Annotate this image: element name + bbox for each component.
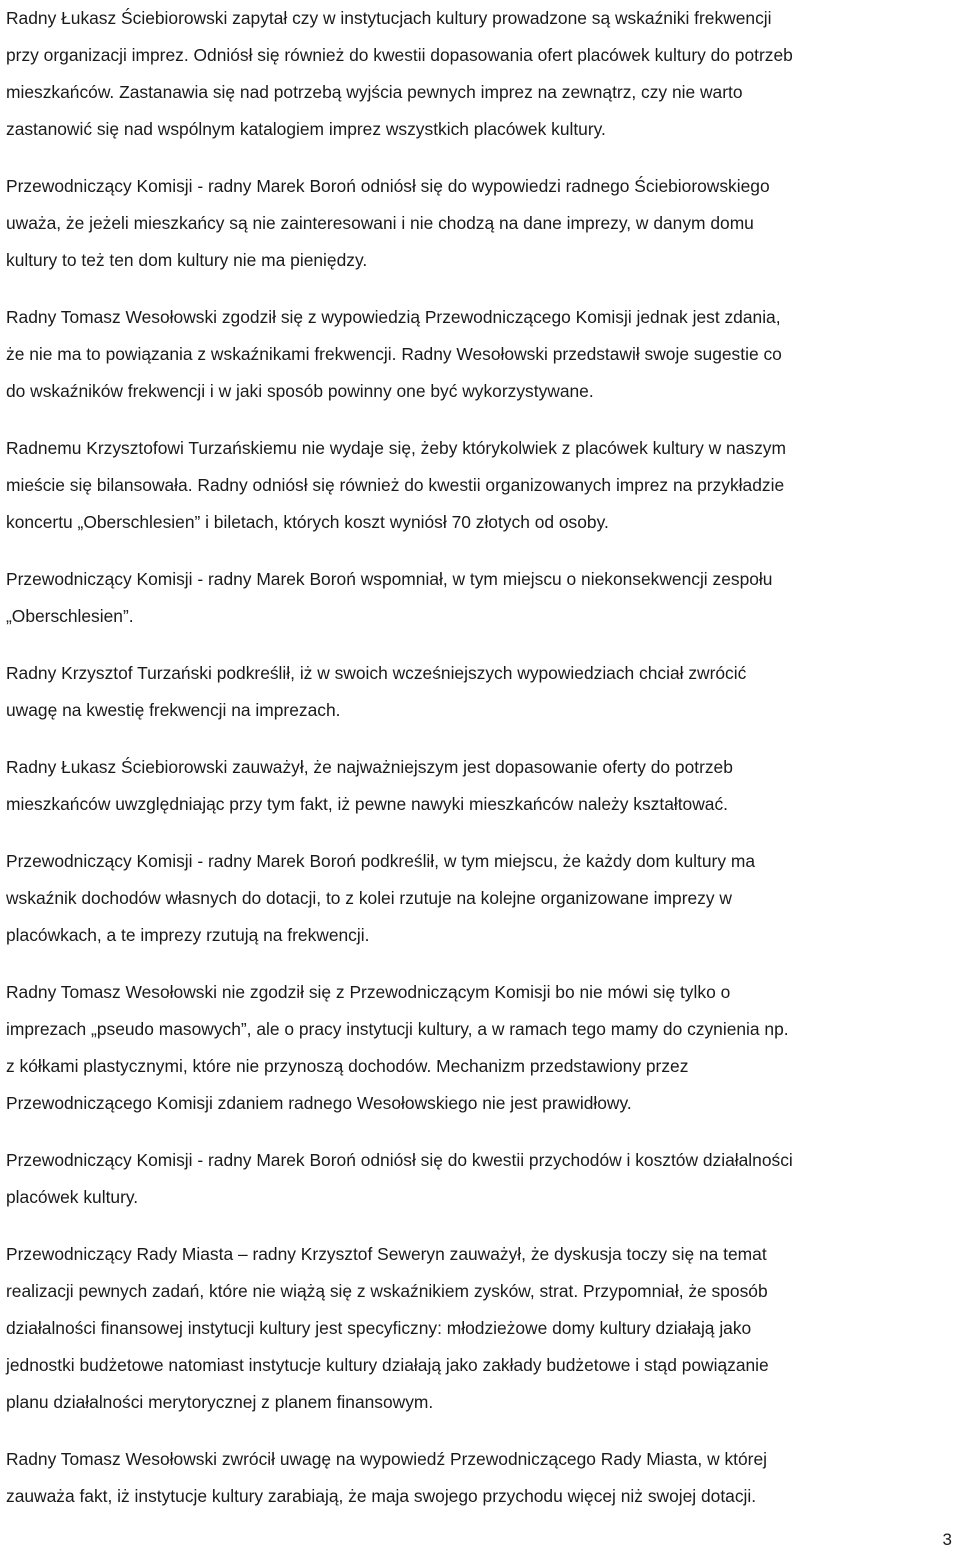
text-line: uważa, że jeżeli mieszkańcy są nie zainteresowani i nie chodzą na dane imprezy, w danym domu [6, 213, 754, 233]
paragraph [6, 655, 960, 729]
paragraph [6, 974, 960, 1122]
text-line: Przewodniczący Komisji - radny Marek Boroń podkreślił, w tym miejscu, że każdy dom kultury ma [6, 851, 756, 871]
text-line: imprezach „pseudo masowych”, ale o pracy instytucji kultury, a w ramach tego mamy do czynienia np. [6, 1019, 789, 1039]
text-line: planu działalności merytorycznej z planem finansowym. [6, 1392, 434, 1412]
paragraph [6, 749, 960, 823]
paragraph [6, 843, 960, 954]
text-line: Przewodniczący Rady Miasta – radny Krzysztof Seweryn zauważył, że dyskusja toczy się na temat [6, 1244, 767, 1264]
text-line: z kółkami plastycznymi, które nie przynoszą dochodów. Mechanizm przedstawiony przez [6, 1056, 689, 1076]
text-line: do wskaźników frekwencji i w jaki sposób powinny one być wykorzystywane. [6, 381, 594, 401]
text-line: Przewodniczący Komisji - radny Marek Boroń odniósł się do wypowiedzi radnego Ściebiorowskiego [6, 176, 770, 196]
paragraph [6, 1236, 960, 1421]
text-line: kultury to też ten dom kultury nie ma pieniędzy. [6, 250, 368, 270]
paragraph [6, 1142, 960, 1216]
paragraph [6, 561, 960, 635]
paragraph [6, 430, 960, 541]
text-line: zauważa fakt, iż instytucje kultury zarabiają, że maja swojego przychodu więcej niż swojej dotacji. [6, 1486, 757, 1506]
text-line: mieście się bilansowała. Radny odniósł się również do kwestii organizowanych imprez na przykładzie [6, 475, 785, 495]
text-line: Przewodniczącego Komisji zdaniem radnego Wesołowskiego nie jest prawidłowy. [6, 1093, 632, 1113]
text-line: Radny Łukasz Ściebiorowski zauważył, że najważniejszym jest dopasowanie oferty do potrzeb [6, 757, 733, 777]
text-line: uwagę na kwestię frekwencji na imprezach. [6, 700, 341, 720]
paragraph [6, 168, 960, 279]
text-line: Radny Tomasz Wesołowski zwrócił uwagę na wypowiedź Przewodniczącego Rady Miasta, w której [6, 1449, 768, 1469]
text-line: Przewodniczący Komisji - radny Marek Boroń odniósł się do kwestii przychodów i kosztów działalności [6, 1150, 793, 1170]
text-line: Radny Łukasz Ściebiorowski zapytał czy w instytucjach kultury prowadzone są wskaźniki frekwencji [6, 8, 772, 28]
text-line: mieszkańców. Zastanawia się nad potrzebą wyjścia pewnych imprez na zewnątrz, czy nie warto [6, 82, 743, 102]
document-page [6, 0, 960, 1515]
text-line: przy organizacji imprez. Odniósł się również do kwestii dopasowania ofert placówek kultury do potrzeb [6, 45, 793, 65]
page-number: 3 [942, 1530, 952, 1549]
text-line: Radnemu Krzysztofowi Turzańskiemu nie wydaje się, żeby którykolwiek z placówek kultury w naszym [6, 438, 786, 458]
text-line: wskaźnik dochodów własnych do dotacji, to z kolei rzutuje na kolejne organizowane imprezy w [6, 888, 732, 908]
text-line: jednostki budżetowe natomiast instytucje kultury działają jako zakłady budżetowe i stąd powiązanie [6, 1355, 769, 1375]
text-line: mieszkańców uwzględniając przy tym fakt, iż pewne nawyki mieszkańców należy kształtować. [6, 794, 728, 814]
text-line: placówek kultury. [6, 1187, 139, 1207]
text-line: działalności finansowej instytucji kultury jest specyficzny: młodzieżowe domy kultury działają jako [6, 1318, 752, 1338]
text-line: Radny Tomasz Wesołowski nie zgodził się z Przewodniczącym Komisji bo nie mówi się tylko o [6, 982, 731, 1002]
text-line: realizacji pewnych zadań, które nie wiążą się z wskaźnikiem zysków, strat. Przypomniał, że sposób [6, 1281, 768, 1301]
text-line: Radny Tomasz Wesołowski zgodził się z wypowiedzią Przewodniczącego Komisji jednak jest zdania, [6, 307, 781, 327]
paragraph [6, 0, 960, 148]
text-line: koncertu „Oberschlesien” i biletach, których koszt wyniósł 70 złotych od osoby. [6, 512, 609, 532]
text-line: placówkach, a te imprezy rzutują na frekwencji. [6, 925, 370, 945]
text-line: Przewodniczący Komisji - radny Marek Boroń wspomniał, w tym miejscu o niekonsekwencji zespołu [6, 569, 773, 589]
text-line: „Oberschlesien”. [6, 606, 134, 626]
text-line: że nie ma to powiązania z wskaźnikami frekwencji. Radny Wesołowski przedstawił swoje sugestie co [6, 344, 782, 364]
text-line: zastanowić się nad wspólnym katalogiem imprez wszystkich placówek kultury. [6, 119, 606, 139]
paragraph [6, 1441, 960, 1515]
paragraph [6, 299, 960, 410]
text-line: Radny Krzysztof Turzański podkreślił, iż w swoich wcześniejszych wypowiedziach chciał zwrócić [6, 663, 747, 683]
